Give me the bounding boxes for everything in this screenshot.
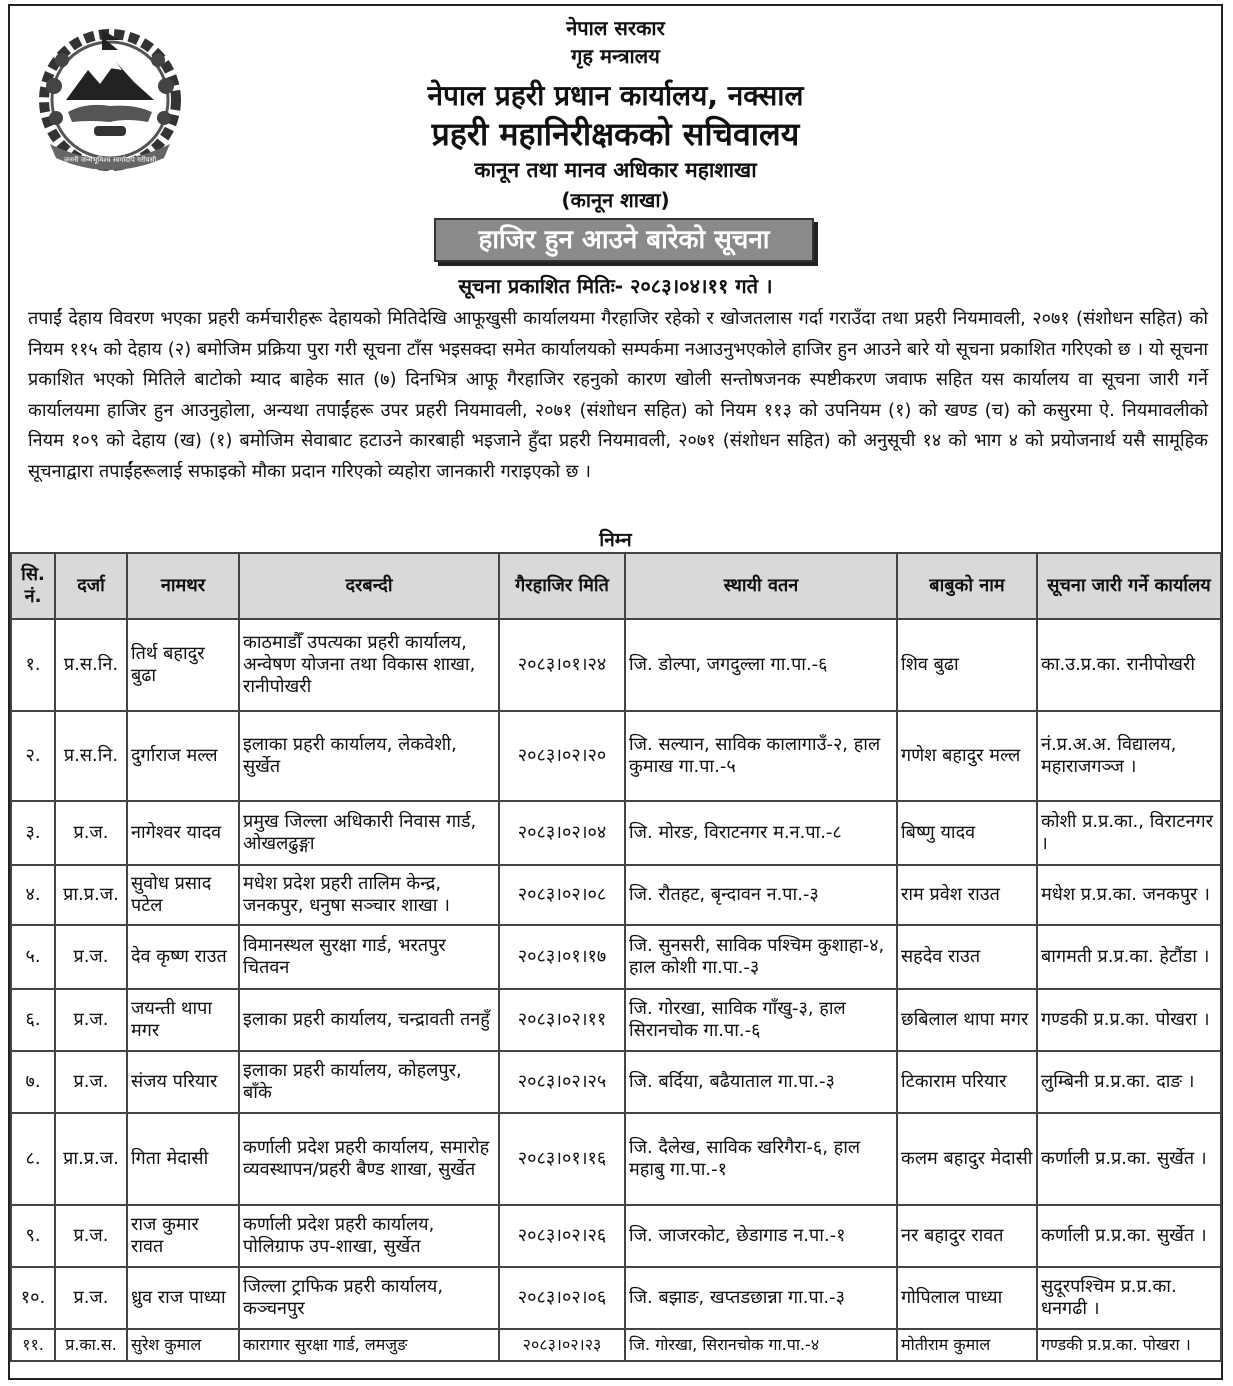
absent-date-cell: २०८३।०२।११ <box>499 989 625 1051</box>
name-cell: देव कृष्ण राउत <box>127 925 239 989</box>
serial-cell: १०. <box>11 1267 55 1329</box>
serial-cell: ११. <box>11 1329 55 1361</box>
serial-cell: ७. <box>11 1051 55 1113</box>
table-row <box>11 1051 1221 1113</box>
issuing-office-cell: नं.प्र.अ.अ. विद्यालय, महाराजगञ्ज । <box>1037 711 1221 801</box>
col-header-father-name: बाबुको नाम <box>897 553 1037 619</box>
address-cell: जि. गोरखा, सिरानचोक गा.पा.-४ <box>625 1329 897 1361</box>
posting-cell: कर्णाली प्रदेश प्रहरी कार्यालय, समारोह व्यवस्थापन/प्रहरी बैण्ड शाखा, सुर्खेत <box>239 1113 499 1205</box>
posting-cell: प्रमुख जिल्ला अधिकारी निवास गार्ड, ओखलढुङ्गा <box>239 801 499 865</box>
rank-cell: प्र.ज. <box>55 1051 127 1113</box>
posting-cell: विमानस्थल सुरक्षा गार्ड, भरतपुर चितवन <box>239 925 499 989</box>
col-header-serial: सि. नं. <box>11 553 55 619</box>
table-row <box>11 925 1221 989</box>
table-row <box>11 1205 1221 1267</box>
absent-date-cell: २०८३।०१।१७ <box>499 925 625 989</box>
rank-cell: प्रा.प्र.ज. <box>55 1113 127 1205</box>
rank-cell: प्र.ज. <box>55 989 127 1051</box>
posting-cell: मधेश प्रदेश प्रहरी तालिम केन्द्र, जनकपुर, धनुषा सञ्चार शाखा । <box>239 865 499 925</box>
absent-personnel-table <box>10 552 1222 1362</box>
rank-cell: प्र.स.नि. <box>55 711 127 801</box>
table-row <box>11 619 1221 711</box>
office-name: नेपाल प्रहरी प्रधान कार्यालय, नक्साल <box>427 79 804 112</box>
rank-cell: प्र.का.स. <box>55 1329 127 1361</box>
father-name-cell: राम प्रवेश राउत <box>897 865 1037 925</box>
father-name-cell: छबिलाल थापा मगर <box>897 989 1037 1051</box>
serial-cell: ३. <box>11 801 55 865</box>
table-row <box>11 865 1221 925</box>
col-header-absent-date: गैरहाजिर मिति <box>499 553 625 619</box>
address-cell: जि. जाजरकोट, छेडागाड न.पा.-१ <box>625 1205 897 1267</box>
father-name-cell: सहदेव राउत <box>897 925 1037 989</box>
name-cell: राज कुमार रावत <box>127 1205 239 1267</box>
absent-date-cell: २०८३।०१।२४ <box>499 619 625 711</box>
father-name-cell: कलम बहादुर मेदासी <box>897 1113 1037 1205</box>
issuing-office-cell: मधेश प्र.प्र.का. जनकपुर । <box>1037 865 1221 925</box>
notice-body: तपाईं देहाय विवरण भएका प्रहरी कर्मचारीहरू देहायको मितिदेखि आफूखुसी कार्यालयमा गैरहाजिर रहेको र खोजतलास गर्दा गराउँदा तथा प्रहरी नियमावली, २०७१ (संशोधन सहित) को नियम ११५ को देहाय (२) बमोजिम प्रक्रिया पुरा गरी सूचना टाँस भइसक्दा समेत कार्यालयको सम्पर्कमा नआउनुभएकोले हाजिर हुन आउने बारे यो सूचना प्रकाशित गरिएको छ । यो सूचना प्रकाशित भएको मितिले बाटोको म्याद बाहेक सात (७) दिनभित्र आफू गैरहाजिर रहनुको कारण खोली सन्तोषजनक स्पष्टीकरण जवाफ सहित यस कार्यालय वा सूचना जारी गर्ने कार्यालयमा हाजिर हुन आउनुहोला, अन्यथा तपाईंहरू उपर प्रहरी नियमावली, २०७१ (संशोधन सहित) को नियम ११३ को उपनियम (१) को खण्ड (च) को कसुरमा ऐ. नियमावलीको नियम १०९ को देहाय (ख) (१) बमोजिम सेवाबाट हटाउने कारबाही भइजाने हुँदा प्रहरी नियमावली, २०७१ (संशोधन सहित) को अनुसूची १४ को भाग ४ को प्रयोजनार्थ यसै सामूहिक सूचनाद्वारा तपाईंहरूलाई सफाइको मौका प्रदान गरिएको व्यहोरा जानकारी गराइएको छ । <box>28 308 1208 482</box>
col-header-rank: दर्जा <box>55 553 127 619</box>
directorate-name: कानून तथा मानव अधिकार महाशाखा <box>474 158 757 182</box>
address-cell: जि. दैलेख, साविक खरिगैरा-६, हाल महाबु गा.पा.-१ <box>625 1113 897 1205</box>
table-row <box>11 801 1221 865</box>
absent-date-cell: २०८३।०२।०८ <box>499 865 625 925</box>
table-row <box>11 989 1221 1051</box>
issuing-office-cell: कर्णाली प्र.प्र.का. सुर्खेत । <box>1037 1205 1221 1267</box>
name-cell: ध्रुव राज पाध्या <box>127 1267 239 1329</box>
address-cell: जि. रौतहट, बृन्दावन न.पा.-३ <box>625 865 897 925</box>
rank-cell: प्र.ज. <box>55 1267 127 1329</box>
government-name: नेपाल सरकार <box>566 16 665 40</box>
col-header-posting: दरबन्दी <box>239 553 499 619</box>
serial-cell: ८. <box>11 1113 55 1205</box>
name-cell: तिर्थ बहादुर बुढा <box>127 619 239 711</box>
notice-title-banner: हाजिर हुन आउने बारेको सूचना <box>434 218 814 262</box>
father-name-cell: गोपिलाल पाध्या <box>897 1267 1037 1329</box>
posting-cell: काठमाडौँ उपत्यका प्रहरी कार्यालय, अन्वेषण योजना तथा विकास शाखा, रानीपोखरी <box>239 619 499 711</box>
address-cell: जि. सुनसरी, साविक पश्चिम कुशाहा-४, हाल कोशी गा.पा.-३ <box>625 925 897 989</box>
issuing-office-cell: गण्डकी प्र.प्र.का. पोखरा । <box>1037 1329 1221 1361</box>
name-cell: जयन्ती थापा मगर <box>127 989 239 1051</box>
issuing-office-cell: का.उ.प्र.का. रानीपोखरी <box>1037 619 1221 711</box>
ministry-name: गृह मन्त्रालय <box>571 44 660 68</box>
rank-cell: प्र.स.नि. <box>55 619 127 711</box>
emblem-motto: जननी जन्मभूमिश्च स्वर्गादपि गरीयसी <box>63 156 157 164</box>
rank-cell: प्रा.प्र.ज. <box>55 865 127 925</box>
name-cell: सुवोध प्रसाद पटेल <box>127 865 239 925</box>
absent-date-cell: २०८३।०२।२५ <box>499 1051 625 1113</box>
address-cell: जि. बर्दिया, बढैयाताल गा.पा.-३ <box>625 1051 897 1113</box>
name-cell: नागेश्वर यादव <box>127 801 239 865</box>
address-cell: जि. मोरङ, विराटनगर म.न.पा.-८ <box>625 801 897 865</box>
secretariat-name: प्रहरी महानिरीक्षकको सचिवालय <box>431 115 800 153</box>
absent-date-cell: २०८३।०१।१६ <box>499 1113 625 1205</box>
posting-cell: कारागार सुरक्षा गार्ड, लमजुङ <box>239 1329 499 1361</box>
rank-cell: प्र.ज. <box>55 801 127 865</box>
absent-date-cell: २०८३।०२।०४ <box>499 801 625 865</box>
table-row <box>11 1329 1221 1361</box>
table-row <box>11 1113 1221 1205</box>
serial-cell: ४. <box>11 865 55 925</box>
serial-cell: ५. <box>11 925 55 989</box>
rank-cell: प्र.ज. <box>55 1205 127 1267</box>
published-date: सूचना प्रकाशित मितिः- २०८३।०४।११ गते । <box>458 274 773 298</box>
section-name: (कानून शाखा) <box>561 188 670 212</box>
col-header-issuing-office: सूचना जारी गर्ने कार्यालय <box>1037 553 1221 619</box>
absent-date-cell: २०८३।०२।२६ <box>499 1205 625 1267</box>
father-name-cell: शिव बुढा <box>897 619 1037 711</box>
posting-cell: जिल्ला ट्राफिक प्रहरी कार्यालय, कञ्चनपुर <box>239 1267 499 1329</box>
col-header-address: स्थायी वतन <box>625 553 897 619</box>
address-cell: जि. सल्यान, साविक कालागाउँ-२, हाल कुमाख गा.पा.-५ <box>625 711 897 801</box>
address-cell: जि. गोरखा, साविक गाँखु-३, हाल सिरानचोक गा.पा.-६ <box>625 989 897 1051</box>
name-cell: गिता मेदासी <box>127 1113 239 1205</box>
address-cell: जि. बझाङ, खप्तडछान्ना गा.पा.-३ <box>625 1267 897 1329</box>
address-cell: जि. डोल्पा, जगदुल्ला गा.पा.-६ <box>625 619 897 711</box>
absent-date-cell: २०८३।०२।२० <box>499 711 625 801</box>
absent-date-cell: २०८३।०२।२३ <box>499 1329 625 1361</box>
issuing-office-cell: बागमती प्र.प्र.का. हेटौंडा । <box>1037 925 1221 989</box>
name-cell: दुर्गाराज मल्ल <box>127 711 239 801</box>
issuing-office-cell: सुदूरपश्चिम प्र.प्र.का. धनगढी । <box>1037 1267 1221 1329</box>
posting-cell: कर्णाली प्रदेश प्रहरी कार्यालय, पोलिग्राफ उप-शाखा, सुर्खेत <box>239 1205 499 1267</box>
posting-cell: इलाका प्रहरी कार्यालय, चन्द्रावती तनहुँ <box>239 989 499 1051</box>
col-header-name: नामथर <box>127 553 239 619</box>
serial-cell: ६. <box>11 989 55 1051</box>
table-header-row <box>11 553 1221 619</box>
issuing-office-cell: कोशी प्र.प्र.का., विराटनगर । <box>1037 801 1221 865</box>
rank-cell: प्र.ज. <box>55 925 127 989</box>
serial-cell: ९. <box>11 1205 55 1267</box>
serial-cell: १. <box>11 619 55 711</box>
list-heading: निम्न <box>599 529 632 551</box>
table-row <box>11 1267 1221 1329</box>
father-name-cell: मोतीराम कुमाल <box>897 1329 1037 1361</box>
issuing-office-cell: गण्डकी प्र.प्र.का. पोखरा । <box>1037 989 1221 1051</box>
father-name-cell: गणेश बहादुर मल्ल <box>897 711 1037 801</box>
serial-cell: २. <box>11 711 55 801</box>
issuing-office-cell: लुम्बिनी प्र.प्र.का. दाङ । <box>1037 1051 1221 1113</box>
name-cell: सुरेश कुमाल <box>127 1329 239 1361</box>
table-row <box>11 711 1221 801</box>
issuing-office-cell: कर्णाली प्र.प्र.का. सुर्खेत । <box>1037 1113 1221 1205</box>
father-name-cell: टिकाराम परियार <box>897 1051 1037 1113</box>
absent-date-cell: २०८३।०२।०६ <box>499 1267 625 1329</box>
name-cell: संजय परियार <box>127 1051 239 1113</box>
posting-cell: इलाका प्रहरी कार्यालय, लेकवेशी, सुर्खेत <box>239 711 499 801</box>
father-name-cell: बिष्णु यादव <box>897 801 1037 865</box>
father-name-cell: नर बहादुर रावत <box>897 1205 1037 1267</box>
posting-cell: इलाका प्रहरी कार्यालय, कोहलपुर, बाँके <box>239 1051 499 1113</box>
